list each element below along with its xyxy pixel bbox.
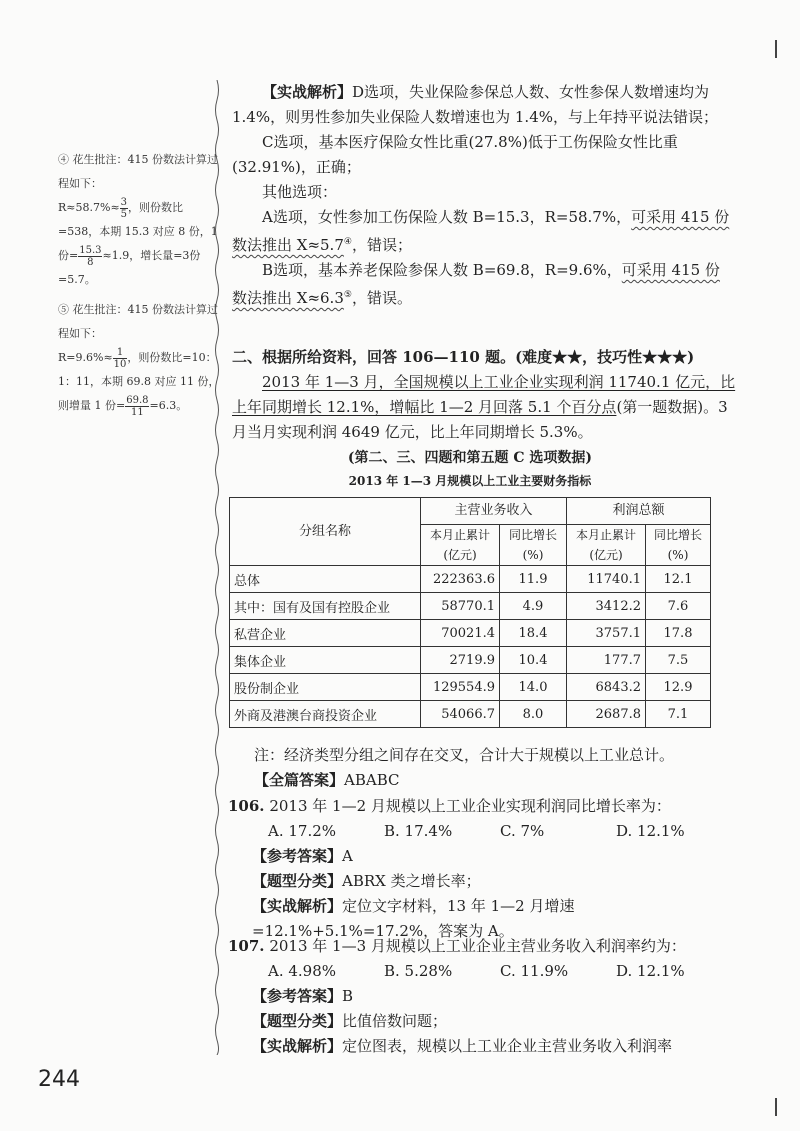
row-revenue: 129554.9: [421, 674, 500, 701]
row-name: 外商及港澳台商投资企业: [230, 701, 421, 728]
side-note-5: [58, 298, 223, 418]
row-revenue: 58770.1: [421, 593, 500, 620]
q107-stem: 107. 2013 年 1—3 月规模以上工业企业主营业务收入利润率约为：: [228, 937, 686, 955]
row-profit-growth: 7.6: [646, 593, 711, 620]
q106-ref: 【参考答案】A: [252, 847, 353, 865]
row-profit: 2687.8: [567, 701, 646, 728]
row-revenue-growth: 11.9: [500, 566, 567, 593]
top-analysis: [232, 80, 732, 311]
q106-type: 【题型分类】ABRX 类之增长率；: [252, 872, 481, 890]
q106-option-a[interactable]: A. 17.2%: [268, 822, 337, 840]
row-name: 股份制企业: [230, 674, 421, 701]
row-profit: 3412.2: [567, 593, 646, 620]
analysis-a: A选项，女性参加工伤保险人数 B=15.3，R=58.7%，可采用 415 份数法推出 X≈5.7④，错误；: [232, 208, 730, 254]
q107-option-d[interactable]: D. 12.1%: [616, 962, 685, 980]
analysis-other: 其他选项：: [262, 183, 338, 201]
table-row: [230, 647, 711, 674]
question-106: [228, 794, 733, 944]
row-profit-growth: 12.1: [646, 566, 711, 593]
q106-stem: 106. 2013 年 1—2 月规模以上工业企业实现利润同比增长率为：: [228, 797, 671, 815]
sub-yoy-header: 同比增长(%): [500, 525, 567, 566]
q107-option-c[interactable]: C. 11.9%: [500, 962, 569, 980]
table-row: [230, 566, 711, 593]
row-name: 其中：国有及国有控股企业: [230, 593, 421, 620]
row-profit-growth: 7.1: [646, 701, 711, 728]
q107-type: 【题型分类】比值倍数问题；: [252, 1012, 448, 1030]
row-revenue: 2719.9: [421, 647, 500, 674]
row-name: 总体: [230, 566, 421, 593]
all-answers: 【全篇答案】ABABC: [254, 771, 400, 789]
side-note-4: [58, 148, 223, 292]
row-profit: 11740.1: [567, 566, 646, 593]
section-intro: 2013 年 1—3 月，全国规模以上工业企业实现利润 11740.1 亿元，比上年同期增长 12.1%，增幅比 1—2 月回落 5.1 个百分点(第一题数据)。3月当月实现利润 4649 亿元，比上年同期增长 5.3%。: [232, 373, 736, 441]
q106-analysis: 【实战解析】定位文字材料，13 年 1—2 月增速=12.1%+5.1%=17.2%，答案为 A。: [252, 897, 575, 940]
q106-option-c[interactable]: C. 7%: [500, 822, 545, 840]
note5-line1: R=9.6%≈ $\frac{1}{10}$ ，则份数比=10：1：11，本期 69.8 对应 11 份，则增量 1 份= $\frac{69.8}{11}$ =6.3。: [58, 346, 220, 418]
row-revenue-growth: 10.4: [500, 647, 567, 674]
table-title: 2013 年 1—3 月规模以上工业主要财务指标: [348, 474, 592, 488]
row-revenue: 70021.4: [421, 620, 500, 647]
note4-title: ④ 花生批注：415 份数法计算过程如下：: [58, 153, 218, 190]
q106-options: [228, 819, 733, 844]
q106-option-b[interactable]: B. 17.4%: [384, 822, 453, 840]
q107-option-a[interactable]: A. 4.98%: [268, 962, 337, 980]
col-revenue-header: 主营业务收入: [421, 498, 567, 525]
sub-yoy-header: 同比增长(%): [646, 525, 711, 566]
q107-ref: 【参考答案】B: [252, 987, 354, 1005]
q106-option-d[interactable]: D. 12.1%: [616, 822, 685, 840]
margin-divider: [214, 80, 220, 1055]
q107-analysis: 【实战解析】定位图表，规模以上工业企业主营业务收入利润率: [252, 1037, 673, 1055]
table-subtitle: (第二、三、四题和第五题 C 选项数据): [347, 450, 593, 466]
row-profit-growth: 12.9: [646, 674, 711, 701]
edge-mark: [775, 40, 777, 58]
table-row: [230, 701, 711, 728]
table-note: 注：经济类型分组之间存在交叉，合计大于规模以上工业总计。: [254, 746, 675, 764]
row-name: 私营企业: [230, 620, 421, 647]
sub-cum-header: 本月止累计(亿元): [567, 525, 646, 566]
table-row: [230, 674, 711, 701]
financial-table: [229, 497, 711, 728]
col-group-header: 分组名称: [230, 498, 421, 566]
row-revenue-growth: 4.9: [500, 593, 567, 620]
question-107: [228, 934, 733, 1059]
edge-mark: [775, 1098, 777, 1116]
row-profit-growth: 7.5: [646, 647, 711, 674]
row-profit: 6843.2: [567, 674, 646, 701]
lower-section: [232, 743, 737, 793]
section-2: [232, 345, 737, 445]
q107-options: [228, 959, 733, 984]
table-row: [230, 620, 711, 647]
note4-line1: R≈58.7%≈ $\frac{3}{5}$ ，则份数比=538，本期 15.3 对应 8 份，1份= $\frac{15.3}{8}$ ≈1.9，增长量=3份=5.7。: [58, 196, 218, 286]
analysis-d: 【实战解析】D选项，失业保险参保总人数、女性参保人数增速均为 1.4%，则男性参加失业保险人数增速也为 1.4%，与上年持平说法错误；: [232, 83, 718, 126]
q107-option-b[interactable]: B. 5.28%: [384, 962, 453, 980]
row-revenue: 54066.7: [421, 701, 500, 728]
analysis-c: C选项，基本医疗保险女性比重(27.8%)低于工伤保险女性比重(32.91%)，正确；: [232, 133, 678, 176]
row-profit-growth: 17.8: [646, 620, 711, 647]
page-number: 244: [38, 1067, 80, 1092]
row-profit: 3757.1: [567, 620, 646, 647]
row-revenue-growth: 8.0: [500, 701, 567, 728]
section-title: 二、根据所给资料，回答 106—110 题。(难度★★，技巧性★★★): [232, 348, 695, 366]
row-revenue-growth: 18.4: [500, 620, 567, 647]
table-row: [230, 593, 711, 620]
row-revenue: 222363.6: [421, 566, 500, 593]
row-revenue-growth: 14.0: [500, 674, 567, 701]
row-name: 集体企业: [230, 647, 421, 674]
row-profit: 177.7: [567, 647, 646, 674]
sub-cum-header: 本月止累计(亿元): [421, 525, 500, 566]
col-profit-header: 利润总额: [567, 498, 711, 525]
analysis-b: B选项，基本养老保险参保人数 B=69.8，R=9.6%，可采用 415 份数法推出 X≈6.3⑤，错误。: [232, 261, 720, 307]
note5-title: ⑤ 花生批注：415 份数法计算过程如下：: [58, 303, 218, 340]
